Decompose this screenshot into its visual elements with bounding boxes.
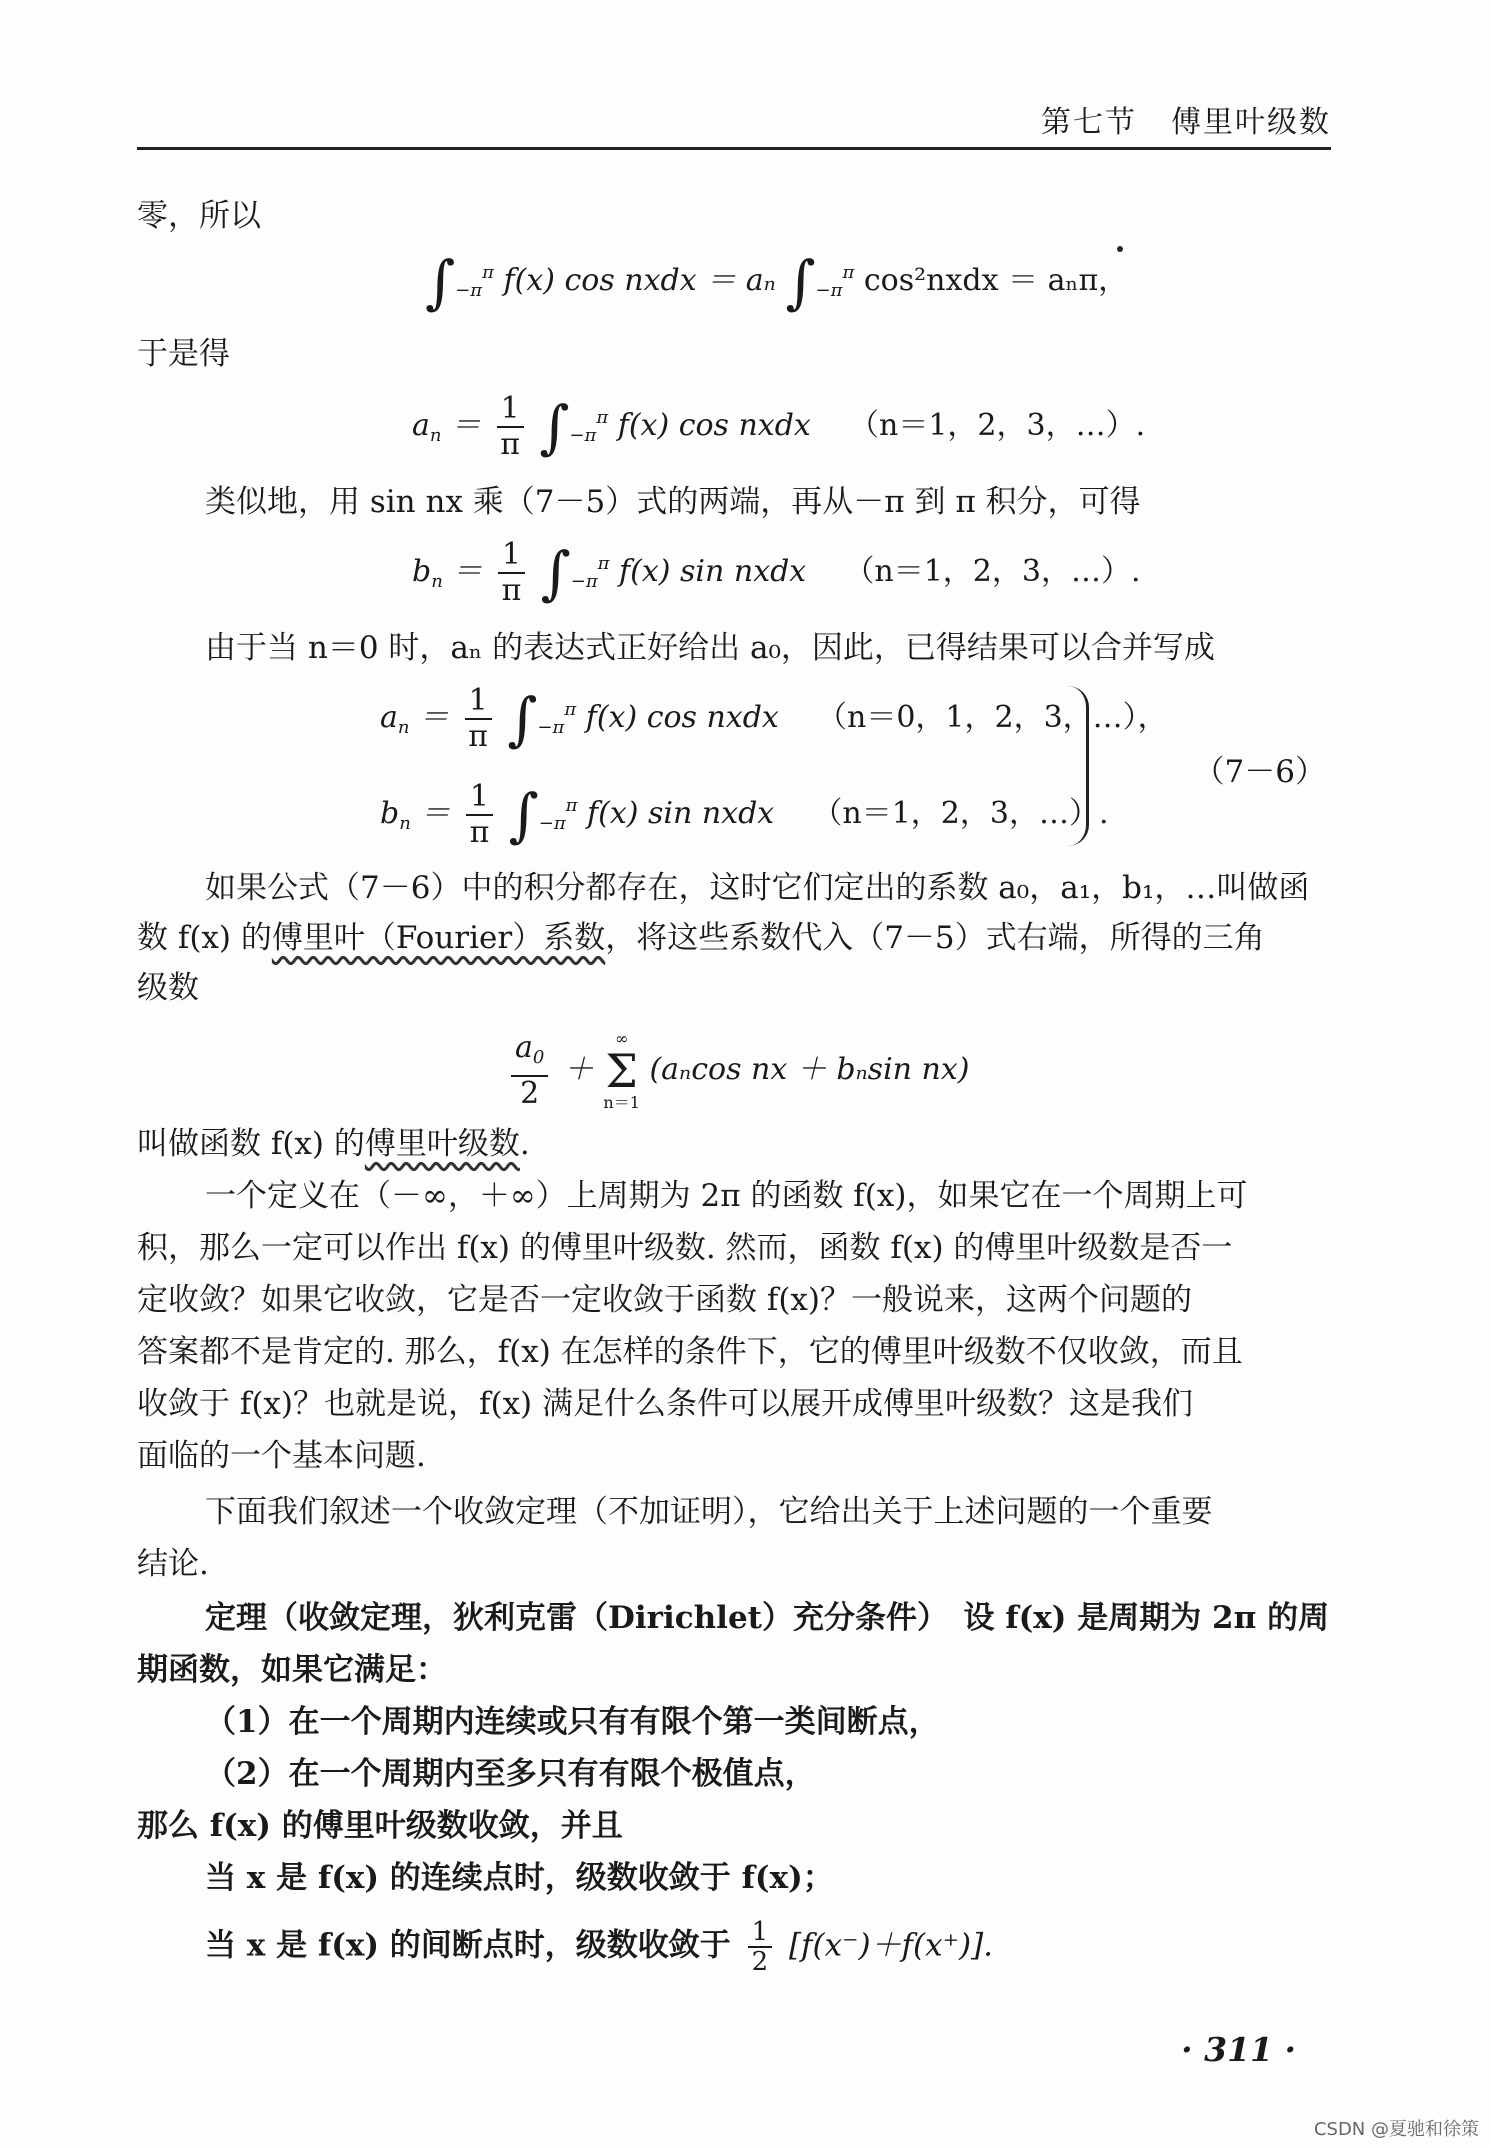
text-line: 结论. (137, 1546, 209, 1582)
text-line: 期函数，如果它满足： (137, 1652, 447, 1688)
text-line: 定收敛？如果它收敛，它是否一定收敛于函数 f(x)？一般说来，这两个问题的 (137, 1282, 1192, 1318)
equation-number: （7－6） (1193, 754, 1326, 790)
right-brace (1068, 686, 1089, 846)
conclusion-1: 当 x 是 f(x) 的连续点时，级数收敛于 f(x)； (205, 1860, 834, 1896)
text-line: 于是得 (137, 336, 230, 372)
text-line: 答案都不是肯定的. 那么，f(x) 在怎样的条件下，它的傅里叶级数不仅收敛，而且 (137, 1334, 1243, 1370)
term-fourier-coefficients: 傅里叶（Fourier）系数 (271, 920, 606, 956)
text-line: 级数 (137, 970, 199, 1006)
term-fourier-series: 傅里叶级数 (364, 1126, 520, 1162)
formula-fourier-series: $\frac{a_0}{2}$ ＋ ∞ Σ n＝1 (aₙcos nx ＋ bₙsin nx) (505, 1030, 969, 1112)
running-header (137, 95, 1331, 150)
conclusion-2: 当 x 是 f(x) 的间断点时，级数收敛于 $\frac{1}{2}$ [f(x⁻)＋f(x⁺)]. (205, 1917, 994, 1977)
header-text (1041, 97, 1331, 141)
text-line: 收敛于 f(x)？也就是说，f(x) 满足什么条件可以展开成傅里叶级数？这是我们 (137, 1386, 1193, 1422)
formula-bn-combined: $b_n$ ＝ $\frac{1}{\pi}$ $\int_{-\pi}^\pi$ f(x) sin nxdx （n＝1，2，3，…）. (380, 779, 1109, 850)
text-line: 如果公式（7－6）中的积分都存在，这时它们定出的系数 a₀，a₁，b₁，…叫做函 (205, 870, 1310, 906)
theorem-title: 定理（收敛定理，狄利克雷（Dirichlet）充分条件） 设 f(x) 是周期为 2π 的周 (205, 1600, 1330, 1636)
text-line: 叫做函数 f(x) 的傅里叶级数. (137, 1126, 530, 1162)
formula-an: $a_n$ ＝ $\frac{1}{\pi}$ $\int_{-\pi}^\pi$ f(x) cos nxdx （n＝1，2，3，…）. (412, 391, 1146, 462)
page-number: · 311 · (1181, 2030, 1296, 2069)
chapter-title: 傅里叶级数 (1171, 105, 1331, 140)
text-line: 由于当 n＝0 时，aₙ 的表达式正好给出 a₀，因此，已得结果可以合并写成 (205, 630, 1215, 666)
text-line: 一个定义在（－∞，＋∞）上周期为 2π 的函数 f(x)，如果它在一个周期上可 (205, 1178, 1248, 1214)
text-line: 积，那么一定可以作出 f(x) 的傅里叶级数. 然而，函数 f(x) 的傅里叶级数是否一 (137, 1230, 1233, 1266)
formula-integral-an: $\int_{-\pi}^\pi$ f(x) cos nxdx ＝ aₙ $\int_{-\pi}^\pi$ cos²nxdx ＝ aₙπ， (425, 248, 1129, 316)
text-line: 类似地，用 sin nx 乘（7－5）式的两端，再从－π 到 π 积分，可得 (205, 484, 1141, 520)
text-line: 数 f(x) 的傅里叶（Fourier）系数，将这些系数代入（7－5）式右端，所得的三角 (137, 920, 1265, 956)
formula-bn: $b_n$ ＝ $\frac{1}{\pi}$ $\int_{-\pi}^\pi$ f(x) sin nxdx （n＝1，2，3，…）. (412, 537, 1141, 608)
text-line: 面临的一个基本问题. (137, 1438, 426, 1474)
text-line: 那么 f(x) 的傅里叶级数收敛，并且 (137, 1808, 623, 1844)
condition-1: （1）在一个周期内连续或只有有限个第一类间断点， (205, 1704, 940, 1740)
condition-2: （2）在一个周期内至多只有有限个极值点， (205, 1756, 816, 1792)
text-line: 下面我们叙述一个收敛定理（不加证明），它给出关于上述问题的一个重要 (205, 1494, 1213, 1530)
ink-dot (1117, 246, 1123, 252)
text-line: 零，所以 (137, 198, 261, 234)
formula-an-combined: $a_n$ ＝ $\frac{1}{\pi}$ $\int_{-\pi}^\pi$ f(x) cos nxdx （n＝0，1，2，3，…）， (380, 683, 1168, 754)
watermark: CSDN @夏驰和徐策 (1313, 2119, 1479, 2140)
section-label: 第七节 (1041, 105, 1137, 140)
